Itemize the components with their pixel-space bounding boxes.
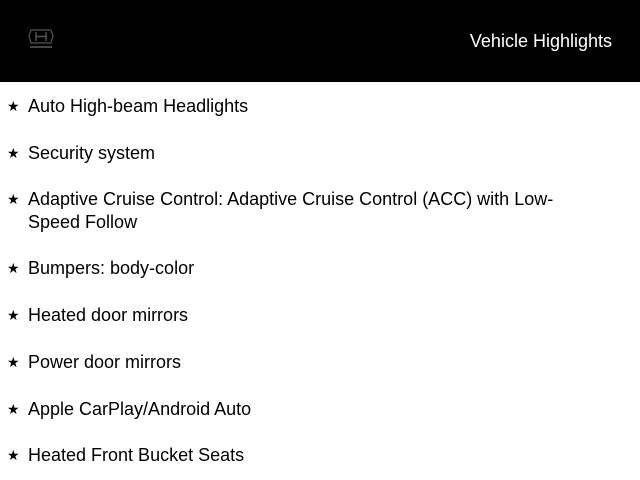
highlight-text: Bumpers: body-color <box>28 258 195 278</box>
star-icon: ★ <box>7 98 20 114</box>
star-icon: ★ <box>7 191 20 207</box>
highlight-text: Power door mirrors <box>28 352 182 372</box>
highlight-text: Heated Front Bucket Seats <box>28 445 245 465</box>
highlight-text: Heated door mirrors <box>28 305 189 325</box>
page-header <box>0 0 640 82</box>
highlight-text: Adaptive Cruise Control: Adaptive Cruise Control (ACC) with Low-Speed Follow <box>28 189 554 232</box>
page-title: Vehicle Highlights <box>469 31 612 51</box>
star-icon: ★ <box>7 447 20 463</box>
star-icon: ★ <box>7 260 20 276</box>
star-icon: ★ <box>7 354 20 370</box>
highlight-text: Apple CarPlay/Android Auto <box>28 399 252 419</box>
star-icon: ★ <box>7 401 20 417</box>
honda-logo-icon <box>27 28 55 50</box>
highlight-text: Security system <box>28 143 156 163</box>
highlight-text: Auto High-beam Headlights <box>28 96 249 116</box>
star-icon: ★ <box>7 307 20 323</box>
star-icon: ★ <box>7 145 20 161</box>
